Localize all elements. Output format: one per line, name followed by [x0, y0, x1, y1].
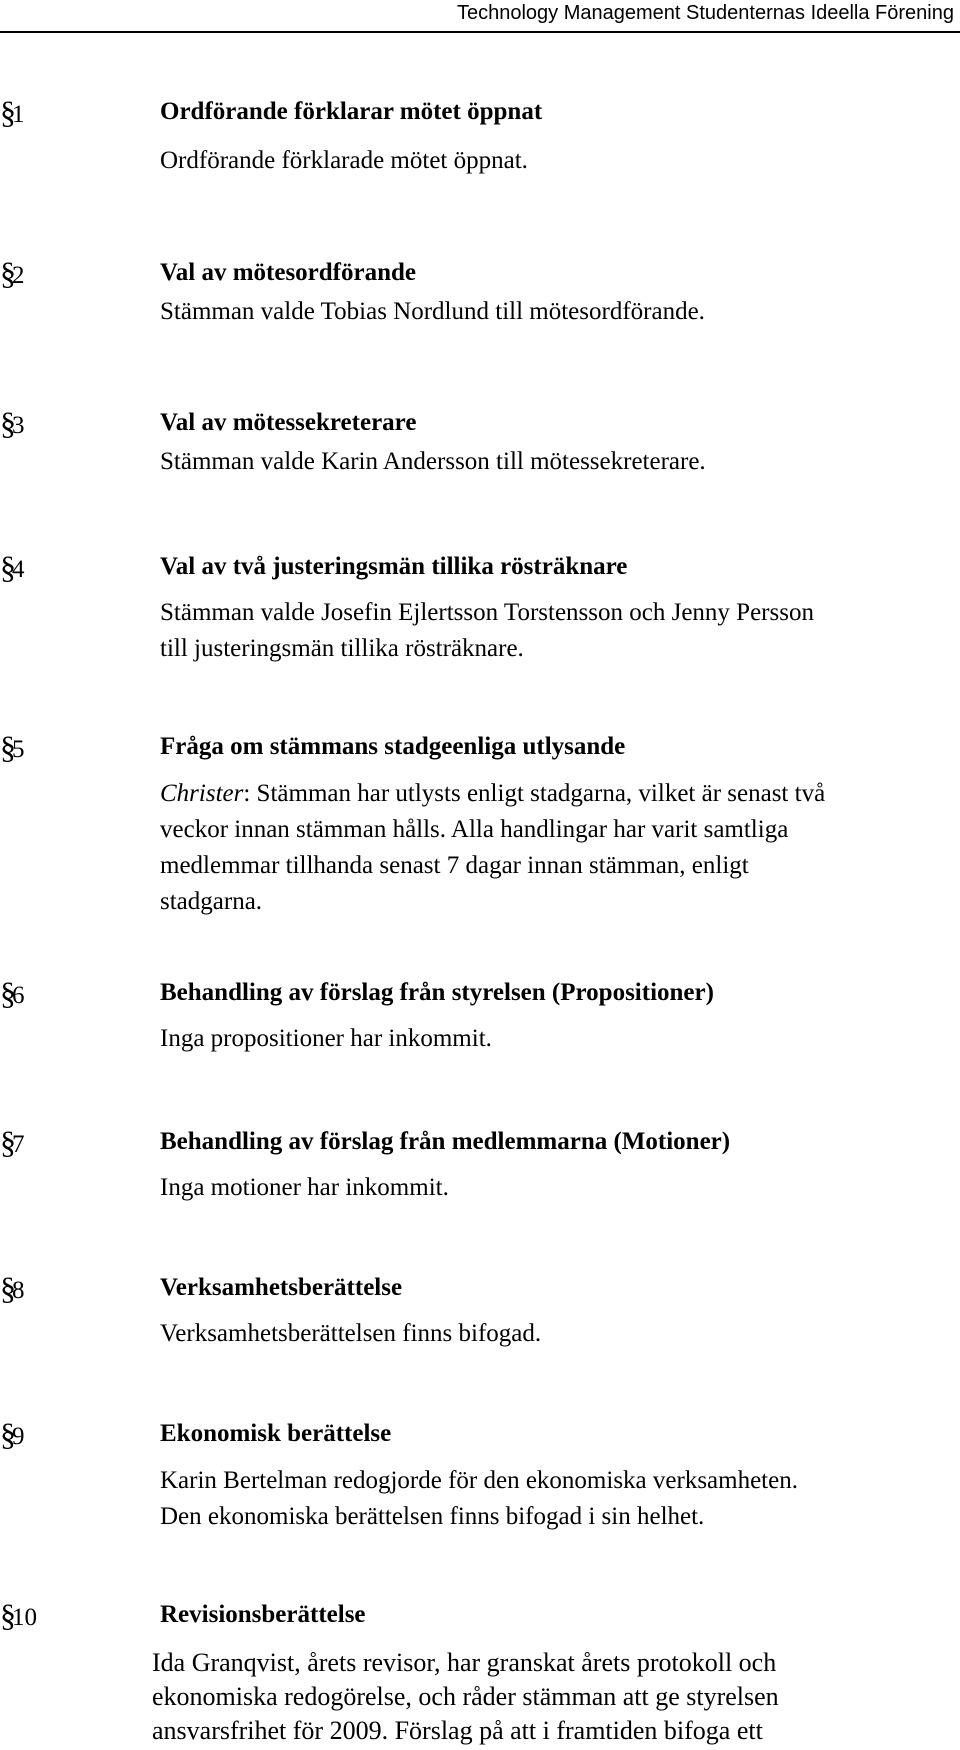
paragraph-symbol: §: [0, 729, 12, 765]
body-line: Stämman valde Tobias Nordlund till mötesordförande.: [160, 298, 705, 325]
section-body: [160, 294, 950, 330]
section-number: [0, 977, 25, 1012]
section-number-value: 4: [12, 556, 25, 583]
section-body: [160, 1021, 950, 1057]
paragraph-symbol: §: [0, 94, 12, 130]
section-number-value: 6: [12, 982, 25, 1009]
section-number: [0, 1126, 25, 1161]
section-number-value: 5: [12, 736, 25, 763]
body-line: Inga propositioner har inkommit.: [160, 1025, 492, 1052]
section-title: Val av mötesordförande: [160, 259, 417, 286]
section-number-value: 1: [12, 101, 25, 128]
section-number: [0, 96, 25, 131]
body-line: ansvarsfrihet för 2009. Förslag på att i framtiden bifoga ett: [152, 1716, 763, 1745]
section-number-value: 9: [12, 1423, 25, 1450]
section-number: [0, 731, 25, 766]
section-body: [160, 143, 950, 179]
paragraph-symbol: §: [0, 255, 12, 291]
section-number-value: 3: [12, 412, 25, 439]
section-body: [160, 1316, 950, 1352]
body-line: stadgarna.: [160, 888, 263, 915]
body-line-text: : Stämman har utlysts enligt stadgarna, vilket är senast två: [243, 780, 826, 807]
body-line: medlemmar tillhanda senast 7 dagar innan stämman, enligt: [160, 852, 749, 879]
section-title: Ekonomisk berättelse: [160, 1420, 392, 1447]
speaker-name: Christer: [160, 780, 244, 807]
section-number: [0, 1599, 37, 1634]
section-number-value: 2: [12, 262, 25, 289]
section-body: [160, 1170, 950, 1206]
body-line: Karin Bertelman redogjorde för den ekonomiska verksamheten.: [160, 1467, 798, 1494]
body-line: Verksamhetsberättelsen finns bifogad.: [160, 1320, 542, 1347]
paragraph-symbol: §: [0, 549, 12, 585]
paragraph-symbol: §: [0, 1597, 12, 1633]
paragraph-symbol: §: [0, 1124, 12, 1160]
header-divider: [0, 31, 960, 33]
section-number: [0, 551, 25, 586]
section-number: [0, 1418, 25, 1453]
section-body: [160, 1463, 950, 1535]
paragraph-symbol: §: [0, 975, 12, 1011]
body-line: [160, 776, 950, 812]
section-title: Fråga om stämmans stadgeenliga utlysande: [160, 733, 626, 760]
body-line: Inga motioner har inkommit.: [160, 1174, 449, 1201]
body-line: ekonomiska redogörelse, och råder stämman att ge styrelsen: [152, 1682, 779, 1711]
body-line: veckor innan stämman hålls. Alla handlingar har varit samtliga: [160, 816, 789, 843]
page-header: [0, 0, 960, 30]
section-title: Revisionsberättelse: [160, 1601, 366, 1628]
section-body: [160, 776, 950, 920]
section-body: [160, 444, 950, 480]
section-title: Behandling av förslag från styrelsen (Propositioner): [160, 979, 714, 1006]
body-line: till justeringsmän tillika rösträknare.: [160, 635, 524, 662]
body-line: Stämman valde Josefin Ejlertsson Torstensson och Jenny Persson: [160, 599, 814, 626]
section-number-value: 8: [12, 1277, 25, 1304]
body-line: Stämman valde Karin Andersson till mötessekreterare.: [160, 448, 706, 475]
section-title: Val av mötessekreterare: [160, 409, 417, 436]
section-title: Ordförande förklarar mötet öppnat: [160, 98, 543, 125]
body-line: Ida Granqvist, årets revisor, har granskat årets protokoll och: [152, 1648, 777, 1677]
paragraph-symbol: §: [0, 1270, 12, 1306]
paragraph-symbol: §: [0, 1416, 12, 1452]
section-body: [152, 1646, 942, 1748]
organization-name: Technology Management Studenternas Ideella Förening: [457, 2, 954, 24]
section-body: [160, 595, 950, 667]
section-number: [0, 1272, 25, 1307]
paragraph-symbol: §: [0, 405, 12, 441]
section-number: [0, 257, 25, 292]
section-number-value: 7: [12, 1131, 25, 1158]
section-title: Behandling av förslag från medlemmarna (Motioner): [160, 1128, 731, 1155]
body-line: Den ekonomiska berättelsen finns bifogad i sin helhet.: [160, 1503, 705, 1530]
section-number-value: 10: [12, 1604, 37, 1631]
section-title: Val av två justeringsmän tillika rösträknare: [160, 553, 628, 580]
section-number: [0, 407, 25, 442]
body-line: Ordförande förklarade mötet öppnat.: [160, 147, 528, 174]
section-title: Verksamhetsberättelse: [160, 1274, 403, 1301]
